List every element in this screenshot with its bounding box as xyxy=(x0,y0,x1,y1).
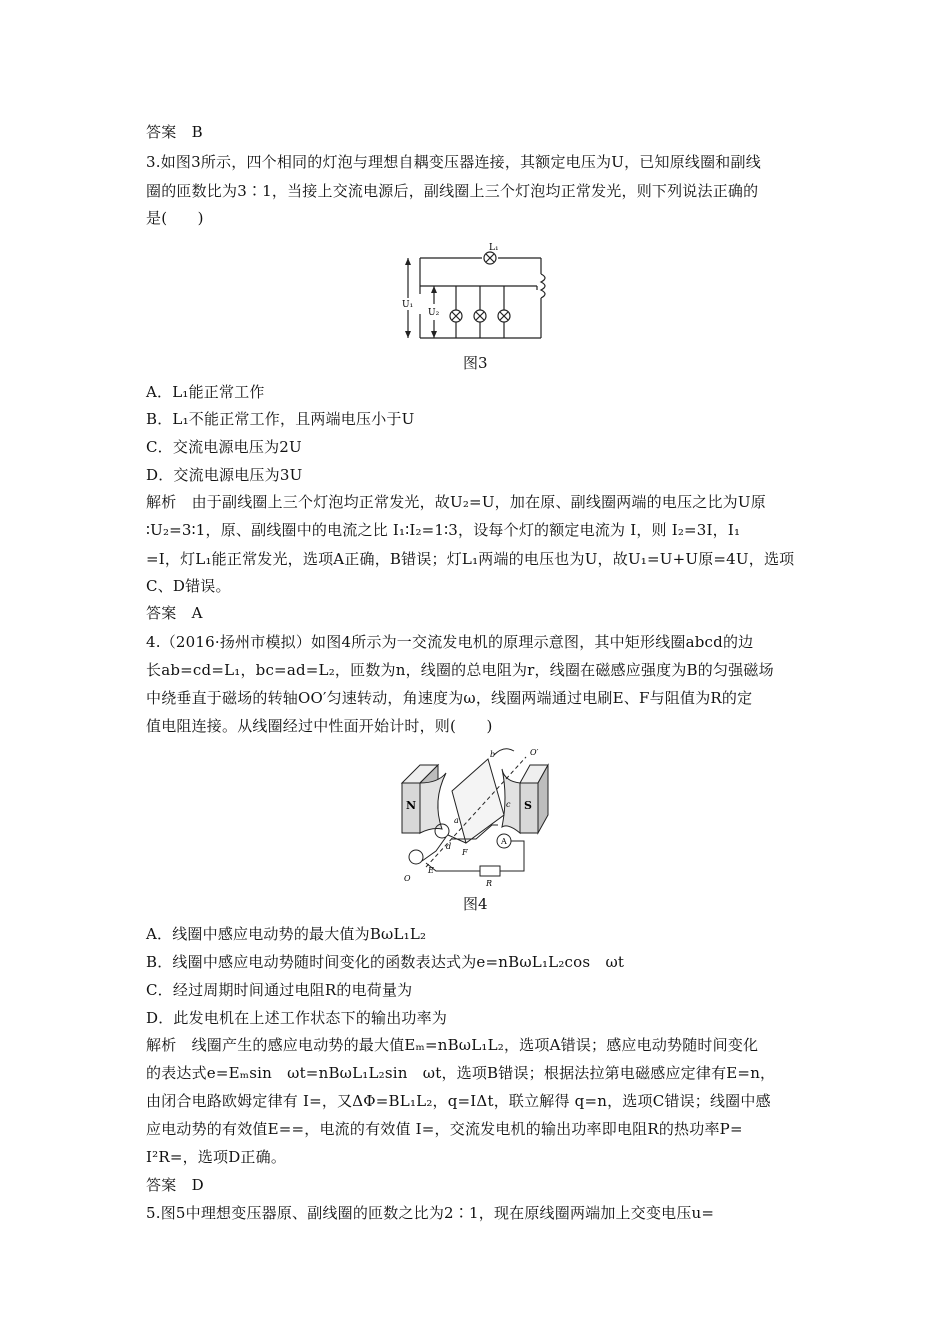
q4-analysis-line-4: 应电动势的有效值E==，电流的有效值 I=，交流发电机的输出功率即电阻R的热功率P= xyxy=(146,1120,743,1138)
q4-option-d: D．此发电机在上述工作状态下的输出功率为 xyxy=(146,1009,448,1027)
fig4-label-c: c xyxy=(506,800,511,809)
answer-line-q2: 答案 B xyxy=(146,123,203,141)
q3-option-a: A．L₁能正常工作 xyxy=(146,383,265,401)
fig4-label-d: d xyxy=(446,842,452,851)
fig4-label-o: O xyxy=(404,874,411,883)
q4-option-c: C．经过周期时间通过电阻R的电荷量为 xyxy=(146,981,413,999)
fig3-label-l1: L₁ xyxy=(489,243,499,253)
q3-analysis-line-2: ∶U₂=3∶1，原、副线圈中的电流之比 I₁∶I₂=1∶3，设每个灯的额定电流为 I，则 I₂=3I，I₁ xyxy=(146,521,741,539)
q4-option-a: A．线圈中感应电动势的最大值为BωL₁L₂ xyxy=(146,925,427,943)
q3-text-line-3: 是( ) xyxy=(146,209,204,227)
fig3-label-u1: U₁ xyxy=(402,300,414,310)
figure-4-caption: 图4 xyxy=(463,895,488,913)
fig4-label-ammeter: A xyxy=(501,837,507,846)
fig4-label-e: E xyxy=(428,866,434,875)
q3-analysis-line-3: =I，灯L₁能正常发光，选项A正确，B错误；灯L₁两端的电压也为U，故U₁=U+U原=4U，选项 xyxy=(146,550,795,568)
answer-line-q4: 答案 D xyxy=(146,1176,204,1194)
q4-analysis-line-1: 解析 线圈产生的感应电动势的最大值Eₘ=nBωL₁L₂，选项A错误；感应电动势随时间变化 xyxy=(146,1036,759,1054)
figure-3-caption: 图3 xyxy=(463,354,488,372)
fig4-label-r: R xyxy=(486,879,493,888)
q3-option-d: D．交流电源电压为3U xyxy=(146,466,303,484)
fig4-label-a: a xyxy=(454,816,459,825)
q4-text-line-3: 中绕垂直于磁场的转轴OO′匀速转动，角速度为ω，线圈两端通过电刷E、F与阻值为R的定 xyxy=(146,689,753,707)
fig3-label-u2: U₂ xyxy=(428,308,440,318)
fig4-label-s: S xyxy=(524,799,532,812)
fig4-label-o-prime: O′ xyxy=(530,748,539,757)
q3-text-line-2: 圈的匝数比为3∶1，当接上交流电源后，副线圈上三个灯泡均正常发光，则下列说法正确的 xyxy=(146,182,759,200)
figure-4-generator xyxy=(396,743,556,889)
q5-text-line-1: 5.图5中理想变压器原、副线圈的匝数之比为2∶1，现在原线圈两端加上交变电压u= xyxy=(146,1204,715,1222)
q3-analysis-line-1: 解析 由于副线圈上三个灯泡均正常发光，故U₂=U，加在原、副线圈两端的电压之比为U原 xyxy=(146,493,766,511)
fig4-label-b: b xyxy=(490,750,496,759)
q3-option-c: C．交流电源电压为2U xyxy=(146,438,302,456)
q3-option-b: B．L₁不能正常工作，且两端电压小于U xyxy=(146,410,415,428)
q4-analysis-line-3: 由闭合电路欧姆定律有 I=，又ΔΦ=BL₁L₂，q=IΔt，联立解得 q=n，选项C错误；线圈中感 xyxy=(146,1092,771,1110)
q4-option-b: B．线圈中感应电动势随时间变化的函数表达式为e=nBωL₁L₂cos ωt xyxy=(146,953,625,971)
q4-analysis-line-2: 的表达式e=Eₘsin ωt=nBωL₁L₂sin ωt，选项B错误；根据法拉第电磁感应定律有E=n， xyxy=(146,1064,776,1082)
q4-text-line-2: 长ab=cd=L₁，bc=ad=L₂，匝数为n，线圈的总电阻为r，线圈在磁感应强度为B的匀强磁场 xyxy=(146,661,774,679)
q3-text-line-1: 3.如图3所示，四个相同的灯泡与理想自耦变压器连接，其额定电压为U，已知原线圈和副线 xyxy=(146,153,761,171)
q3-analysis-line-4: C、D错误。 xyxy=(146,577,231,595)
fig4-label-f: F xyxy=(462,848,468,857)
q4-analysis-line-5: I²R=，选项D正确。 xyxy=(146,1148,287,1166)
q4-text-line-4: 值电阻连接。从线圈经过中性面开始计时，则( ) xyxy=(146,717,493,735)
answer-line-q3: 答案 A xyxy=(146,604,203,622)
fig4-label-n: N xyxy=(406,799,417,812)
q4-text-line-1: 4.（2016·扬州市模拟）如图4所示为一交流发电机的原理示意图，其中矩形线圈abcd的边 xyxy=(146,633,754,651)
figure-3-circuit xyxy=(398,238,558,350)
